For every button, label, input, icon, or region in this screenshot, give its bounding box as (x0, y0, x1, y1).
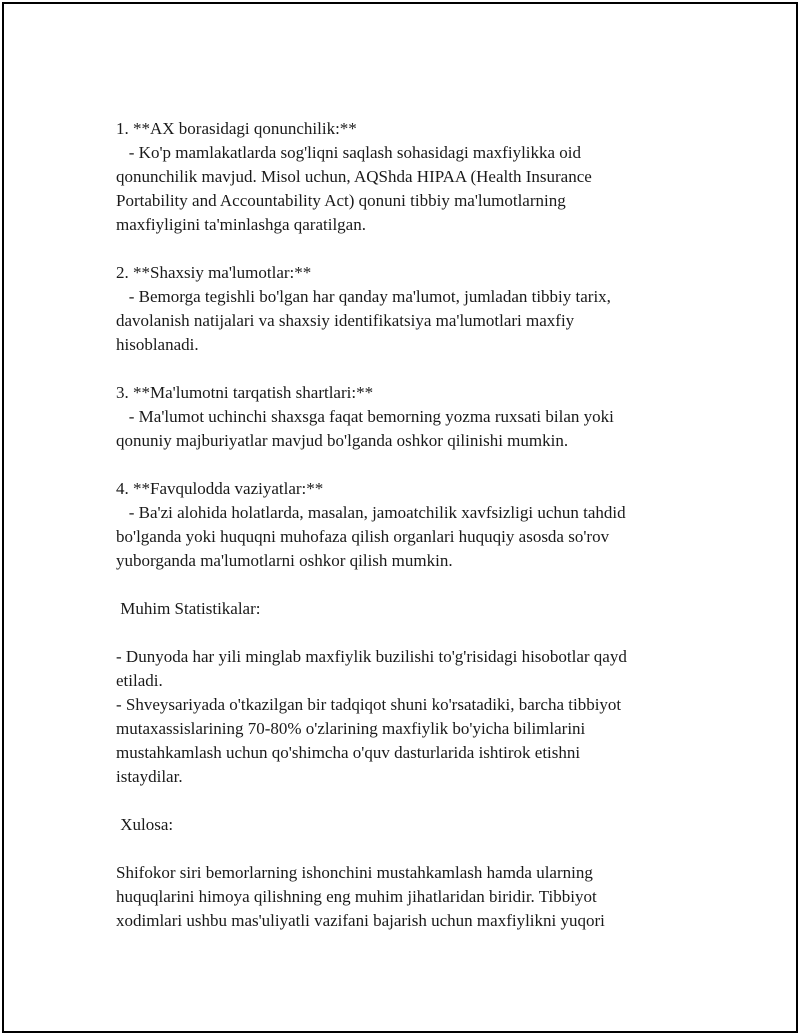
spacer (116, 357, 676, 381)
text-line: xodimlari ushbu mas'uliyatli vazifani bajarish uchun maxfiylikni yuqori (116, 911, 605, 930)
conclusion-heading-block (116, 813, 676, 837)
text-line: mutaxassislarining 70-80% o'zlarining maxfiylik bo'yicha bilimlarini (116, 719, 586, 738)
text-line: etiladi. (116, 671, 163, 690)
spacer (116, 573, 676, 597)
text-line: - Ko'p mamlakatlarda sog'liqni saqlash sohasidagi maxfiylikka oid (116, 143, 582, 162)
text-line: - Shveysariyada o'tkazilgan bir tadqiqot shuni ko'rsatadiki, barcha tibbiyot (116, 695, 622, 714)
text-line: - Bemorga tegishli bo'lgan har qanday ma'lumot, jumladan tibbiy tarix, (116, 287, 611, 306)
section-heading: 1. **AX borasidagi qonunchilik:** (116, 119, 357, 138)
section-heading: 3. **Ma'lumotni tarqatish shartlari:** (116, 383, 374, 402)
text-line: - Ba'zi alohida holatlarda, masalan, jamoatchilik xavfsizligi uchun tahdid (116, 503, 626, 522)
section-heading: 2. **Shaxsiy ma'lumotlar:** (116, 263, 312, 282)
text-line: qonuniy majburiyatlar mavjud bo'lganda oshkor qilinishi mumkin. (116, 431, 569, 450)
text-line: hisoblanadi. (116, 335, 199, 354)
section-legislation (116, 117, 676, 237)
text-line: Portability and Accountability Act) qonuni tibbiy ma'lumotlarning (116, 191, 566, 210)
spacer (116, 789, 676, 813)
text-line: istaydilar. (116, 767, 183, 786)
spacer (116, 621, 676, 645)
text-line: bo'lganda yoki huquqni muhofaza qilish organlari huquqiy asosda so'rov (116, 527, 610, 546)
text-line: maxfiyligini ta'minlashga qaratilgan. (116, 215, 366, 234)
spacer (116, 237, 676, 261)
text-line: mustahkamlash uchun qo'shimcha o'quv dasturlarida ishtirok etishni (116, 743, 581, 762)
section-conclusion (116, 861, 676, 933)
section-statistics (116, 645, 676, 789)
section-heading: 4. **Favqulodda vaziyatlar:** (116, 479, 324, 498)
text-line: qonunchilik mavjud. Misol uchun, AQShda HIPAA (Health Insurance (116, 167, 592, 186)
text-line: - Ma'lumot uchinchi shaxsga faqat bemorning yozma ruxsati bilan yoki (116, 407, 614, 426)
section-disclosure-conditions (116, 381, 676, 453)
text-line: Shifokor siri bemorlarning ishonchini mustahkamlash hamda ularning (116, 863, 593, 882)
statistics-heading-block (116, 597, 676, 621)
text-line: - Dunyoda har yili minglab maxfiylik buzilishi to'g'risidagi hisobotlar qayd (116, 647, 627, 666)
section-personal-data (116, 261, 676, 357)
section-heading: Muhim Statistikalar: (116, 599, 261, 618)
text-line: yuborganda ma'lumotlarni oshkor qilish mumkin. (116, 551, 453, 570)
section-heading: Xulosa: (116, 815, 174, 834)
document-body (116, 117, 676, 933)
spacer (116, 453, 676, 477)
section-emergencies (116, 477, 676, 573)
text-line: huquqlarini himoya qilishning eng muhim jihatlaridan biridir. Tibbiyot (116, 887, 597, 906)
spacer (116, 837, 676, 861)
text-line: davolanish natijalari va shaxsiy identifikatsiya ma'lumotlari maxfiy (116, 311, 575, 330)
